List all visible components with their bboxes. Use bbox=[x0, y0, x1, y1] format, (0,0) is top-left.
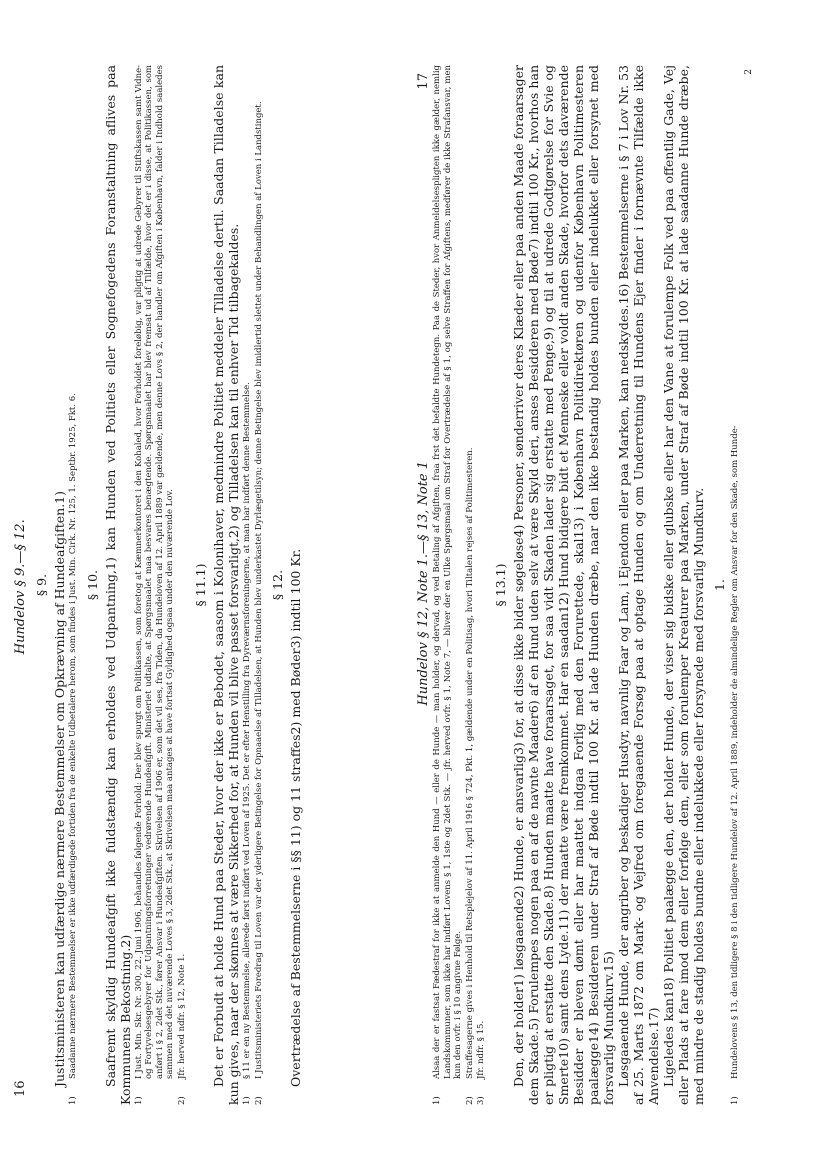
right-running-header bbox=[416, 65, 431, 1105]
right-page-number: 17 bbox=[416, 72, 431, 90]
section-13-paragraph-2: Løsgaaende Hunde, der angriber og beskadiger Husdyr, navnlig Faar og Lam, i Ejendom eller paa Marken, kan nedskydes.16) Bestemmelserne i § 7 i Lov Nr. 53 af 25. Marts 1872 om Mark- og Vejfred om foregaaende Forsøg paa at optage Hunden og om Underretning til Hundens Ejer finder i fornævnte Tilfælde ikke Anvendelse.17) bbox=[615, 64, 661, 1105]
footnote-11b bbox=[254, 65, 265, 1105]
footnote-9-marker: 1) bbox=[68, 1095, 78, 1105]
left-running-head: Hundelov § 9.—§ 12. bbox=[13, 518, 28, 654]
right-page-body bbox=[416, 65, 816, 1105]
section-13-paragraph-1: Den, der holder1) løsgaaende2) Hunde, er ansvarlig3) for, at disse ikke bider søgeløse4) Personer, sønderriver deres Klæder eller paa anden Maade foraarsager dem Skade.5) Forulempes nogen paa en af de navnte Maader6) af en Hund uden selv at være Skyld deri, anses Besidderen med Bøde7) indtil 100 Kr., hvorhos han er pligtig at erstatte den Skade.8) Hunden maatte have foraarsaget, for saa vidt Skaden lader sig erstatte med Penge,9) og til at udrede Godtgørelse for Svie og Smerte10) samt dens Lyde.11) der maatte være fremkommet. Har en saadan12) Hund bidigere bidt et Menneske eller voldt anden Skade, hvorfor dets daværende Besidder er bleven dømt eller har maattet indgaa Forlig med den Forurettede, skal13) i København Politidirektøren og udenfor København Politimesteren paalægge14) Besidderen under Straf af Bøde indtil 100 Kr. at lade Hunden dræbe, naar den ikke bestandig holdes bunden eller indelukket eller forsynet med forsvarlig Mundkurv.15) bbox=[510, 64, 616, 1105]
footnote-top-3-marker: 3) bbox=[476, 1095, 486, 1105]
section-12-heading: § 12. bbox=[270, 569, 285, 600]
section-11-text: Det er Forbudt at holde Hund paa Steder, hvor der ikke er Bebodet, saasom i Kolonihaver, medmindre Politiet meddeler Tilladelse dertil. Saadan Tilladelse kan kun gives, naar der skønnes at være Sikkerhed for, at Hunden vil blive passet forsvarligt,2) og Tilladelsen kan til enhver Tid tilbagekaldes. bbox=[211, 64, 241, 1105]
footnote-top-3-text: Jfr. ndfr. § 15. bbox=[476, 1020, 486, 1079]
footnote-9 bbox=[68, 65, 79, 1105]
note-heading: 1. bbox=[711, 578, 727, 591]
footnote-top-2-text: Straffesagerne gives i Henhold til Retsplejelov af 11. April 1916 § 724, Pkt. 1, gældende under en Politisag, hvori Tiltalen rejses af Politimesteren. bbox=[464, 447, 475, 1079]
footnote-top-2-marker: 2) bbox=[464, 1095, 475, 1105]
section-9-text: Justitsministeren kan udfærdige nærmere Bestemmelser om Opkrævning af Hundeafgiften.1) bbox=[52, 490, 67, 1087]
footnote-11b-text: I Justitsministeriets Foredrag til Loven var der yderligere Betingelse for Opnaaelse af Tilladelsen, at Hunden blev underkastet Dyrlægetilsyn; denne Betingelse blev imidlertid slettet under Behandlingen af Loven i Landstinget. bbox=[253, 100, 264, 1079]
section-10-heading: § 10. bbox=[84, 569, 100, 600]
footnote-top-2 bbox=[465, 65, 476, 1105]
section-13-heading: § 13.1) bbox=[492, 563, 508, 606]
footnote-top-1-marker: 1) bbox=[432, 1095, 442, 1105]
footnote-bottom-marker: 1) bbox=[729, 1095, 740, 1105]
right-page bbox=[416, 65, 816, 1105]
footnote-11a-marker: 1) bbox=[242, 1095, 252, 1105]
footnote-11b-marker: 2) bbox=[253, 1095, 264, 1105]
section-9-heading: § 9. bbox=[34, 573, 49, 596]
section-10-text: Saafremt skyldig Hundeafgift ikke fuldstændig kan erholdes ved Udpantning,1) kan Hunden ved Politiets eller Sognefogedens Foranstaltning aflives paa Kommunens Bekostning.2) bbox=[102, 64, 133, 1105]
footnote-10a-marker: 1) bbox=[133, 1095, 144, 1105]
footnote-10b bbox=[177, 65, 188, 1105]
footnote-10a-text: I Just. Min. Skr. Nr. 300, 22. Juni 1906, behandles følgende Forhold: Der blev spurgt om Politikassen, som foretog at Kæmnerkontoret i den Kohaled, hvor Forholdet foreløbig, var pligtig at udrede Gebyrer til Stiftskassen samt Vidne- og Fortyvelsesgebyrer for Udpantningsforretninger vedrørende Hundeafgift. Ministeriet udtalte, at Spørgsmaalet maa besvares benægtende. Spørgsmaalet har blev fremsat ud af Tilfælde, hvor det er i disse, at Politikassen, som anført i § 2, 2det Stk., fører Ansvar i Hundeafgiften. Skrivelsen af 1906 er, som det vil ses, fra Tiden, da Hundeloven af 12. April 1889 var gældende, men denne Lovs § 2, der handler om Afgiften i København, falder i Indhold saaledes sammen med det nuværende Loves § 3, 2det Stk., at Skrivelsen maa antages at have fortsat Gyldighed ogsaa under den nuværende Lov. bbox=[133, 64, 175, 1079]
footnote-bottom-text: Hundelovens § 13, den tidligere § 8 i den tidligere Hundelov af 12. April 1889, indeholder de almindelige Regler om Ansvar for den Skade, som Hunde- bbox=[729, 424, 740, 1079]
signature-mark: 2 bbox=[744, 68, 754, 75]
footnote-10b-marker: 2) bbox=[176, 1095, 187, 1105]
left-running-header bbox=[13, 65, 28, 1105]
footnote-top-1 bbox=[432, 65, 464, 1105]
section-12-text: Overtrædelse af Bestemmelserne i §§ 11) og 11 straffes2) med Bøder3) indtil 100 Kr. bbox=[288, 548, 303, 1087]
right-running-head: Hundelov § 12, Note 1.—§ 13, Note 1 bbox=[416, 460, 431, 706]
left-page-number: 16 bbox=[13, 1079, 28, 1097]
left-page-body bbox=[13, 65, 373, 1105]
left-page bbox=[13, 65, 373, 1105]
footnote-10b-text: Jfr. herved ndfr. § 12, Note 1. bbox=[176, 953, 187, 1079]
footnote-9-text: Saadanne nærmere Bestemmelser er ikke udfærdigede fortiden fra de enkelte Udbetalere herom, som findes i Just. Min. Cirk. Nr. 125, 1. Septbr. 1925, Fkt. 6. bbox=[68, 392, 78, 1079]
footnote-bottom bbox=[730, 65, 741, 1105]
footnote-11a-text: § 11 er en ny Bestemmelse, allerede først indført ved Loven af 1925. Det er efter Henstilling fra Dyreværnsforeningerne, at man har indført denne Bestemmelse. bbox=[242, 381, 252, 1079]
section-13-paragraph-3: Ligeledes kan18) Politiet paalægge den, der holder Hunde, der viser sig bidske eller glubske eller har den Vane at forulempe Folk ved paa offentlig Gade, Vej eller Plads at fare imod dem eller forfølge dem, eller som forulemper Kreaturer paa Marken, under Straf af Bøde indtil 100 Kr. at lade saadanne Hunde dræbe, med mindre de stadig holdes bundne eller indelukkede eller forsynede med forsvarlig Mundkurv. bbox=[660, 64, 706, 1105]
footnote-10a bbox=[134, 65, 176, 1105]
footnote-top-3 bbox=[476, 65, 487, 1105]
footnote-top-1-text: Alsaa der er fastsat Fædestraf for ikke at anmelde den Hund — eller de Hunde — man holder, og dervad, og ved Betaling af Afgiften, fraa frst det befaldte Hundetegn. Paa de Steder, hvor Anmeldelsespligten ikke gælder, nemlig Landskommuner, som ikke har indført Lovens § 1, 1ste og 2det Stk. — jfr. herved ovfr. § 1, Note 7, — bliver der en Ulke Spørgsmaal om Straf for Overtrædelse af § 1, og selve Straffen for Afgiftens, medfører de ikke Strafansvar, men kun den ovfr. i § 10 angivne Følge. bbox=[432, 64, 463, 1079]
footnote-11a bbox=[242, 65, 253, 1105]
section-11-heading: § 11.1) bbox=[193, 563, 208, 606]
